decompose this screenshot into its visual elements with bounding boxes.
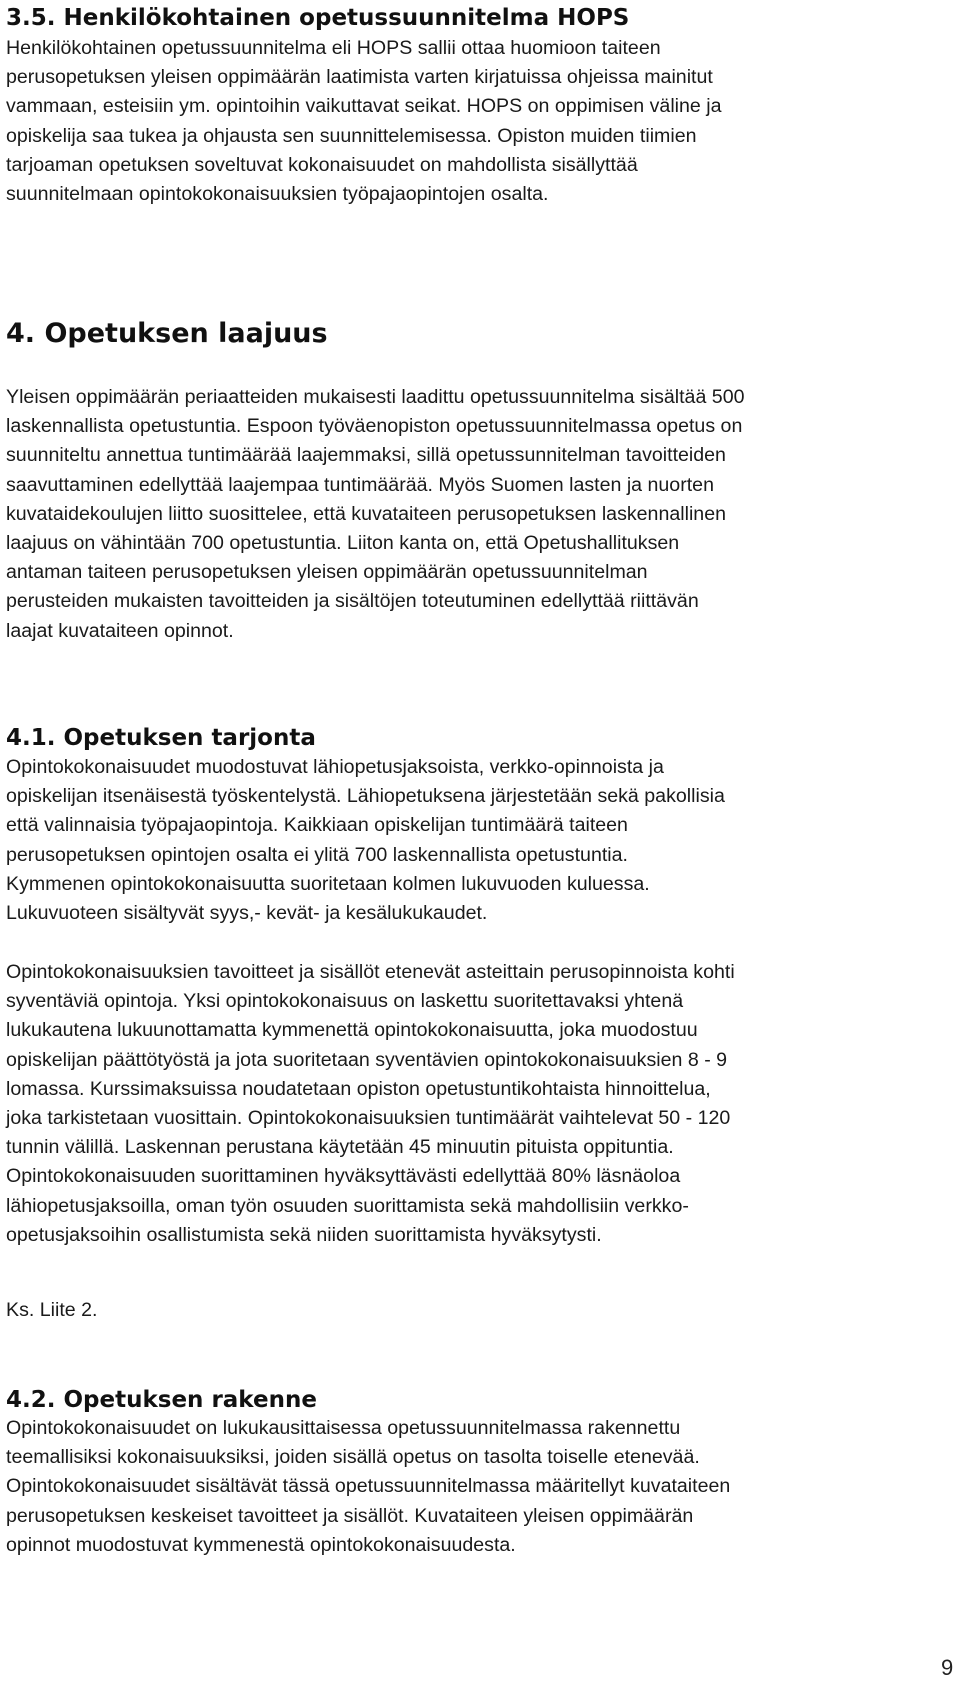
- text-line: Kymmenen opintokokonaisuutta suoritetaan kolmen lukuvuoden kuluessa.: [6, 872, 650, 895]
- text-line: opiskelija saa tukea ja ohjausta sen suunnittelemisessa. Opiston muiden tiimien: [6, 124, 697, 147]
- section-heading-hops: 3.5. Henkilökohtainen opetussuunnitelma HOPS: [6, 5, 630, 31]
- paragraph-tarjonta-2: [6, 958, 946, 1250]
- text-line: laajat kuvataiteen opinnot.: [6, 619, 234, 642]
- text-line: opinnot muodostuvat kymmenestä opintokokonaisuudesta.: [6, 1533, 516, 1556]
- text-line: lukukautena lukuunottamatta kymmenettä opintokokonaisuutta, joka muodostuu: [6, 1019, 698, 1042]
- text-line: tunnin välillä. Laskennan perustana käytetään 45 minuutin pituista oppituntia.: [6, 1136, 674, 1159]
- section-heading-laajuus: 4. Opetuksen laajuus: [6, 318, 328, 349]
- page-number: 9: [941, 1655, 954, 1680]
- text-line: perusopetuksen opintojen osalta ei ylitä 700 laskennallista opetustuntia.: [6, 843, 628, 866]
- text-line: perusopetuksen yleisen oppimäärän laatimista varten kirjatuissa ohjeissa mainitut: [6, 66, 713, 89]
- text-line: lähiopetusjaksoilla, oman työn osuuden suorittamista sekä mahdollisiin verkko-: [6, 1194, 689, 1217]
- text-line: Opintokokonaisuuksien tavoitteet ja sisällöt etenevät asteittain perusopinnoista kohti: [6, 961, 735, 983]
- text-line: Henkilökohtainen opetussuunnitelma eli HOPS sallii ottaa huomioon taiteen: [6, 37, 661, 59]
- text-line: vammaan, esteisiin ym. opintoihin vaikuttavat seikat. HOPS on oppimisen väline ja: [6, 95, 722, 118]
- paragraph-tarjonta-1: [6, 753, 946, 928]
- text-line: opiskelijan päättötyöstä ja jota suoritetaan syventävien opintokokonaisuuksien 8 - 9: [6, 1048, 728, 1071]
- text-line: kuvataidekoulujen liitto suosittelee, että kuvataiteen perusopetuksen laskennallinen: [6, 502, 727, 525]
- text-line: Opintokokonaisuudet on lukukausittaisessa opetussuunnitelmassa rakennettu: [6, 1417, 681, 1439]
- text-line: suunniteltu annettua tuntimäärää laajemmaksi, sillä opetussunnitelman tavoitteiden: [6, 444, 726, 467]
- text-line: Opintokokonaisuuden suorittaminen hyväksyttävästi edellyttää 80% läsnäoloa: [6, 1165, 681, 1188]
- text-line: Lukuvuoteen sisältyvät syys,- kevät- ja kesälukukaudet.: [6, 902, 488, 925]
- text-line: tarjoaman opetuksen soveltuvat kokonaisuudet on mahdollista sisällyttää: [6, 153, 638, 176]
- text-line: joka tarkistetaan vuosittain. Opintokokonaisuuksien tuntimäärät vaihtelevat 50 - 120: [6, 1107, 731, 1130]
- text-line: Opintokokonaisuudet muodostuvat lähiopetusjaksoista, verkko-opinnoista ja: [6, 756, 664, 778]
- section-heading-tarjonta: 4.1. Opetuksen tarjonta: [6, 725, 316, 751]
- text-line: lomassa. Kurssimaksuissa noudatetaan opiston opetustuntikohtaista hinnoittelua,: [6, 1077, 711, 1100]
- text-line: antaman taiteen perusopetuksen yleisen oppimäärän opetussuunnitelman: [6, 561, 648, 584]
- text-line: Opintokokonaisuudet sisältävät tässä opetussuunnitelmassa määritellyt kuvataiteen: [6, 1475, 731, 1498]
- text-line: perusteiden mukaisten tavoitteiden ja sisältöjen toteutuminen edellyttää riittävän: [6, 590, 699, 613]
- text-line: opetusjaksoihin osallistumista sekä niiden suorittamista hyväksytysti.: [6, 1223, 602, 1246]
- paragraph-rakenne: [6, 1414, 946, 1560]
- text-line: laskennallista opetustuntia. Espoon työväenopiston opetussuunnitelmassa opetus on: [6, 415, 743, 438]
- text-line: suunnitelmaan opintokokonaisuuksien työpajaopintojen osalta.: [6, 183, 549, 206]
- text-line: teemallisiksi kokonaisuuksiksi, joiden sisällä opetus on tasolta toiselle etenevää.: [6, 1446, 700, 1469]
- paragraph-reference: Ks. Liite 2.: [6, 1299, 98, 1321]
- paragraph-hops: [6, 34, 946, 209]
- paragraph-laajuus: [6, 383, 946, 646]
- text-line: laajuus on vähintään 700 opetustuntia. Liiton kanta on, että Opetushallituksen: [6, 532, 680, 555]
- text-line: perusopetuksen keskeiset tavoitteet ja sisällöt. Kuvataiteen yleisen oppimäärän: [6, 1504, 694, 1527]
- text-line: syventäviä opintoja. Yksi opintokokonaisuus on laskettu suoritettavaksi yhtenä: [6, 990, 684, 1013]
- section-heading-rakenne: 4.2. Opetuksen rakenne: [6, 1387, 317, 1413]
- text-line: että valinnaisia työpajaopintoja. Kaikkiaan opiskelijan tuntimäärä taiteen: [6, 814, 628, 837]
- text-line: Yleisen oppimäärän periaatteiden mukaisesti laadittu opetussuunnitelma sisältää 500: [6, 386, 745, 408]
- text-line: saavuttaminen edellyttää laajempaa tuntimäärää. Myös Suomen lasten ja nuorten: [6, 473, 714, 496]
- text-line: opiskelijan itsenäisestä työskentelystä. Lähiopetuksena järjestetään sekä pakollisia: [6, 785, 725, 808]
